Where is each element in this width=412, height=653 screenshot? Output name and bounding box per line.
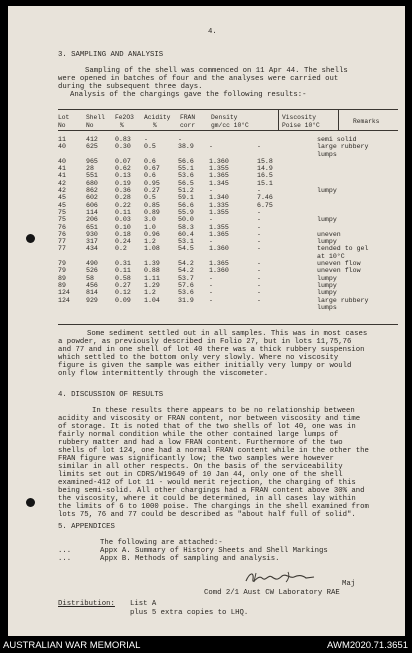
- table-cell: 15.8: [257, 157, 273, 165]
- table-cell: uneven flow: [317, 260, 361, 268]
- table-cell: 51.2: [178, 187, 194, 195]
- table-cell: [209, 151, 257, 158]
- table-row: [58, 136, 398, 143]
- table-cell: 1.0: [144, 223, 156, 231]
- table-cell: 0.13: [115, 172, 131, 180]
- table-row: [58, 216, 398, 223]
- table-cell: 1.2: [144, 238, 156, 246]
- table-cell: [257, 136, 317, 143]
- table-cell: 58.3: [178, 223, 194, 231]
- header-remarks: Remarks: [353, 118, 380, 125]
- table-cell: 0.11: [115, 208, 131, 216]
- table-cell: 6.75: [257, 201, 273, 209]
- paragraph-line: figure is given the sample was either initially very lumpy or would: [58, 362, 352, 370]
- table-cell: 7.46: [257, 194, 273, 202]
- header-acidity-sub: %: [153, 122, 157, 129]
- table-cell: [115, 304, 144, 311]
- table-cell: 53.6: [178, 172, 194, 180]
- paragraph-line: FRAN figure was significantly low; the two samples were however: [58, 455, 334, 463]
- table-cell: 0.24: [115, 238, 131, 246]
- table-cell: [86, 151, 115, 158]
- table-cell: 1.355: [209, 223, 229, 231]
- table-cell: 434: [86, 245, 98, 253]
- table-row: [58, 187, 398, 194]
- table-cell: [257, 304, 317, 311]
- table-cell: lumps: [317, 150, 337, 158]
- punch-hole: [26, 498, 35, 507]
- table-cell: [209, 136, 257, 143]
- table-row: [58, 297, 398, 304]
- table-cell: [209, 304, 257, 311]
- table-cell: -: [209, 274, 213, 282]
- table-cell: 0.11: [115, 267, 131, 275]
- table-cell: -: [209, 281, 213, 289]
- table-cell: 0.27: [144, 187, 160, 195]
- table-cell: 0.6: [144, 172, 156, 180]
- table-cell: [209, 253, 257, 260]
- table-cell: 206: [86, 216, 98, 224]
- table-cell: 0.58: [115, 274, 131, 282]
- table-row: [58, 304, 398, 311]
- table-bottom-rule: [58, 324, 398, 325]
- table-cell: 0.6: [144, 157, 156, 165]
- table-cell: [257, 253, 317, 260]
- table-cell: lumpy: [317, 216, 337, 224]
- table-cell: 551: [86, 172, 98, 180]
- table-cell: 0.09: [115, 296, 131, 304]
- table-cell: uneven flow: [317, 267, 361, 275]
- table-row: [58, 151, 398, 158]
- table-cell: [144, 151, 178, 158]
- table-row: [58, 224, 398, 231]
- table-cell: [58, 304, 86, 311]
- table-cell: 38.9: [178, 143, 194, 151]
- table-cell: 625: [86, 143, 98, 151]
- table-cell: [86, 253, 115, 260]
- table-cell: 77: [58, 245, 66, 253]
- table-cell: lumpy: [317, 289, 337, 297]
- table-cell: 50.0: [178, 216, 194, 224]
- table-row: [58, 165, 398, 172]
- table-cell: 124: [58, 289, 70, 297]
- section-3-heading: 3. SAMPLING AND ANALYSIS: [58, 51, 164, 59]
- table-cell: 862: [86, 187, 98, 195]
- table-cell: -: [209, 296, 213, 304]
- table-cell: 28: [86, 165, 94, 173]
- table-cell: 0.5: [144, 194, 156, 202]
- table-cell: 75: [58, 208, 66, 216]
- header-shell: Shell: [86, 114, 105, 121]
- table-cell: 1.335: [209, 201, 229, 209]
- table-cell: 3.0: [144, 216, 156, 224]
- table-cell: 1.2: [144, 289, 156, 297]
- table-cell: large rubbery: [317, 296, 369, 304]
- table-cell: [115, 253, 144, 260]
- table-cell: -: [209, 216, 213, 224]
- table-cell: 41: [58, 165, 66, 173]
- table-row: [58, 158, 398, 165]
- table-row: [58, 172, 398, 179]
- table-cell: 929: [86, 296, 98, 304]
- paragraph-line: limits set out in CDRS/W19649 of 10 Jan 44, only one of the shell: [58, 471, 343, 479]
- paragraph-line: of storage. It is noted that of the two shells of lot 40, one was in: [58, 423, 356, 431]
- table-cell: 602: [86, 194, 98, 202]
- archive-footer: [0, 636, 412, 653]
- table-cell: [317, 224, 398, 231]
- signatory-rank: Maj: [342, 580, 356, 588]
- table-cell: [58, 253, 86, 260]
- table-cell: 79: [58, 267, 66, 275]
- table-cell: 55.9: [178, 208, 194, 216]
- paragraph-line: during the subsequent three days.: [58, 83, 203, 91]
- table-cell: [317, 202, 398, 209]
- header-fran-sub: corr: [180, 122, 196, 129]
- table-cell: 15.1: [257, 179, 273, 187]
- table-cell: 490: [86, 260, 98, 268]
- table-cell: 1.345: [209, 179, 229, 187]
- table-cell: 11: [58, 136, 66, 143]
- table-cell: -: [257, 238, 261, 246]
- table-cell: large rubbery: [317, 143, 369, 151]
- paragraph-line: being semi-solid. All other chargings had a FRAN content above 30% and: [58, 487, 365, 495]
- table-cell: 76: [58, 230, 66, 238]
- paragraph-line: and 77 and in one shell of lot 40 there was a thick rubbery suspension: [58, 346, 365, 354]
- table-cell: 57.6: [178, 281, 194, 289]
- table-cell: 1.365: [209, 172, 229, 180]
- table-cell: 0.10: [115, 223, 131, 231]
- table-cell: 42: [58, 179, 66, 187]
- header-fe2o3: Fe2O3: [115, 114, 134, 121]
- table-cell: lumpy: [317, 274, 337, 282]
- header-lot-sub: No: [58, 122, 66, 129]
- table-cell: 0.19: [115, 179, 131, 187]
- table-cell: 1.29: [144, 281, 160, 289]
- punch-hole: [26, 234, 35, 243]
- table-cell: 606: [86, 201, 98, 209]
- distribution-label: Distribution:: [58, 600, 115, 608]
- table-cell: -: [257, 296, 261, 304]
- table-cell: 0.85: [144, 201, 160, 209]
- table-row: [58, 231, 398, 238]
- table-cell: 45: [58, 194, 66, 202]
- table-cell: 412: [86, 136, 98, 143]
- header-viscosity-sub: Poise 10°C: [282, 122, 320, 129]
- table-cell: 1.360: [209, 267, 229, 275]
- paragraph-line: a powder, as previously described in Folio 27, but in lots 11,75,76: [58, 338, 352, 346]
- paragraph-line: rubbery matter and had a low FRAN content. Furthermore of the two: [58, 439, 343, 447]
- header-fe2o3-sub: %: [120, 122, 124, 129]
- paragraph-line: the limits of 6 to 1000 poise. The chargings in the shell examined from: [58, 503, 369, 511]
- table-cell: 1.04: [144, 296, 160, 304]
- table-cell: 1.365: [209, 260, 229, 268]
- table-cell: 0.31: [115, 260, 131, 268]
- table-cell: -: [257, 187, 261, 195]
- paragraph-line: fairly normal condition while the other contained large lumps of: [58, 431, 339, 439]
- table-cell: 0.03: [115, 216, 131, 224]
- table-cell: 75: [58, 216, 66, 224]
- table-cell: 0.83: [115, 136, 131, 143]
- table-cell: 114: [86, 208, 98, 216]
- table-cell: at 10°C: [317, 252, 345, 260]
- signatory-unit: Comd 2/1 Aust CW Laboratory RAE: [204, 589, 340, 597]
- table-cell: 814: [86, 289, 98, 297]
- table-row: [58, 202, 398, 209]
- paragraph-line: Analysis of the chargings gave the following results:-: [70, 91, 307, 99]
- table-cell: [144, 304, 178, 311]
- table-cell: semi solid: [317, 136, 357, 143]
- table-cell: 456: [86, 281, 98, 289]
- table-cell: tended to gel: [317, 245, 369, 253]
- table-row: [58, 143, 398, 150]
- table-row: [58, 253, 398, 260]
- table-row: [58, 282, 398, 289]
- paragraph-line: were opened in batches of four and the analyses were carried out: [58, 75, 339, 83]
- table-cell: 56.6: [178, 201, 194, 209]
- paragraph-line: similar in all other respects. On the basis of the serviceability: [58, 463, 343, 471]
- table-cell: lumpy: [317, 187, 337, 195]
- table-cell: 89: [58, 281, 66, 289]
- table-cell: [86, 304, 115, 311]
- table-cell: 77: [58, 238, 66, 246]
- table-cell: [317, 172, 398, 179]
- table-cell: 40: [58, 143, 66, 151]
- table-cell: 317: [86, 238, 98, 246]
- table-cell: 79: [58, 260, 66, 268]
- table-cell: 0.62: [115, 165, 131, 173]
- table-cell: 0.12: [115, 289, 131, 297]
- table-row: [58, 260, 398, 267]
- table-cell: 40: [58, 157, 66, 165]
- appendix-item: Appx B. Methods of sampling and analysis.: [100, 555, 280, 563]
- table-cell: lumpy: [317, 281, 337, 289]
- paragraph-line: lots 75, 76 and 77 could be described as "about half full of solid".: [58, 511, 356, 519]
- table-cell: -: [257, 216, 261, 224]
- table-cell: [317, 158, 398, 165]
- table-row: [58, 180, 398, 187]
- table-cell: 56.5: [178, 179, 194, 187]
- table-cell: -: [257, 230, 261, 238]
- table-cell: 55.1: [178, 165, 194, 173]
- bullet: ...: [58, 547, 72, 555]
- table-cell: -: [209, 143, 213, 151]
- appendices-intro: The following are attached:-: [100, 539, 223, 547]
- table-cell: 0.5: [144, 143, 156, 151]
- header-shell-sub: No: [86, 122, 94, 129]
- table-cell: -: [257, 281, 261, 289]
- table-cell: 965: [86, 157, 98, 165]
- table-cell: 0.30: [115, 143, 131, 151]
- header-acidity: Acidity: [144, 114, 171, 121]
- table-cell: 651: [86, 223, 98, 231]
- table-cell: 1.355: [209, 165, 229, 173]
- column-divider: [338, 109, 339, 130]
- archive-reference: AWM2020.71.3651: [327, 640, 408, 651]
- table-cell: [58, 151, 86, 158]
- paragraph-line: Sampling of the shell was commenced on 11 Apr 44. The shells: [85, 67, 348, 75]
- table-cell: uneven: [317, 230, 341, 238]
- table-cell: 41: [58, 172, 66, 180]
- table-row: [58, 209, 398, 216]
- table-row: [58, 194, 398, 201]
- table-header-rule: [58, 130, 398, 131]
- paragraph-line: the viscosity, where it could be determined, in all cases lay within: [58, 495, 356, 503]
- table-cell: 0.22: [115, 201, 131, 209]
- table-row: [58, 245, 398, 252]
- table-cell: -: [257, 143, 261, 151]
- paragraph-line: In these results there appears to be no relationship between: [92, 407, 355, 415]
- table-cell: 0.18: [115, 230, 131, 238]
- table-cell: lumpy: [317, 238, 337, 246]
- table-cell: -: [257, 223, 261, 231]
- table-cell: 59.1: [178, 194, 194, 202]
- table-cell: 42: [58, 187, 66, 195]
- distribution-value: List A: [130, 600, 157, 608]
- table-cell: 54.2: [178, 260, 194, 268]
- table-cell: 124: [58, 296, 70, 304]
- table-cell: 0.96: [144, 230, 160, 238]
- table-row: [58, 267, 398, 274]
- paragraph-line: acidity and viscosity or FRAN content, nor between viscosity and time: [58, 415, 361, 423]
- table-cell: 1.355: [209, 208, 229, 216]
- section-5-heading: 5. APPENDICES: [58, 523, 115, 531]
- paragraph-line: Some sediment settled out in all samples. This was in most cases: [87, 330, 368, 338]
- table-cell: 1.11: [144, 274, 160, 282]
- header-lot: Lot: [58, 114, 70, 121]
- table-cell: [317, 165, 398, 172]
- distribution-extra: plus 5 extra copies to LHQ.: [130, 609, 249, 617]
- table-cell: [257, 151, 317, 158]
- table-cell: 53.7: [178, 274, 194, 282]
- table-cell: 1.365: [209, 230, 229, 238]
- table-cell: -: [257, 289, 261, 297]
- table-cell: 31.9: [178, 296, 194, 304]
- paragraph-line: which settled to the bottom only very slowly. Where no viscosity: [58, 354, 339, 362]
- table-cell: -: [257, 260, 261, 268]
- paragraph-line: shells of lot 124, one had a normal FRAN content while in the other the: [58, 447, 369, 455]
- table-cell: -: [144, 136, 148, 143]
- table-cell: -: [257, 245, 261, 253]
- section-4-heading: 4. DISCUSSION OF RESULTS: [58, 391, 164, 399]
- table-cell: 53.6: [178, 289, 194, 297]
- table-cell: 0.27: [115, 281, 131, 289]
- table-cell: [317, 194, 398, 201]
- table-cell: -: [178, 136, 182, 143]
- table-cell: 0.36: [115, 187, 131, 195]
- table-cell: 45: [58, 201, 66, 209]
- table-cell: 76: [58, 223, 66, 231]
- table-cell: 1.08: [144, 245, 160, 253]
- table-cell: [144, 253, 178, 260]
- table-cell: [178, 253, 209, 260]
- table-cell: [115, 151, 144, 158]
- table-cell: 526: [86, 267, 98, 275]
- table-cell: 1.360: [209, 157, 229, 165]
- table-cell: 1.340: [209, 194, 229, 202]
- charging-results-table: [58, 136, 398, 311]
- header-viscosity: Viscosity: [282, 114, 317, 121]
- table-cell: 1.360: [209, 245, 229, 253]
- paragraph-line: examined-412 of Lot 11 - would merit rejection, the charging of this: [58, 479, 356, 487]
- column-divider: [278, 109, 279, 130]
- table-cell: 58: [86, 274, 94, 282]
- table-cell: 0.89: [144, 208, 160, 216]
- table-cell: 0.95: [144, 179, 160, 187]
- header-density: Density: [211, 114, 238, 121]
- table-cell: 54.5: [178, 245, 194, 253]
- table-cell: 53.1: [178, 238, 194, 246]
- header-fran: FRAN: [180, 114, 196, 121]
- table-cell: 0.28: [115, 194, 131, 202]
- table-cell: 14.9: [257, 165, 273, 173]
- table-cell: [317, 209, 398, 216]
- table-cell: -: [257, 274, 261, 282]
- paragraph-line: only flow intermittently through the viscometer.: [58, 370, 269, 378]
- table-cell: 56.6: [178, 157, 194, 165]
- document-page: [8, 6, 405, 636]
- table-row: [58, 275, 398, 282]
- table-cell: 89: [58, 274, 66, 282]
- handwritten-signature: [244, 570, 316, 584]
- table-cell: 0.07: [115, 157, 131, 165]
- table-cell: 0.2: [115, 245, 127, 253]
- table-cell: lumps: [317, 303, 337, 311]
- table-row: [58, 289, 398, 296]
- table-cell: 0.88: [144, 267, 160, 275]
- table-top-rule: [58, 109, 398, 110]
- header-density-sub: gm/cc 10°C: [211, 122, 249, 129]
- bullet: ...: [58, 555, 72, 563]
- table-cell: -: [257, 208, 261, 216]
- table-cell: [178, 151, 209, 158]
- table-cell: -: [209, 187, 213, 195]
- table-cell: 930: [86, 230, 98, 238]
- archive-name: AUSTRALIAN WAR MEMORIAL: [3, 640, 141, 651]
- table-cell: 680: [86, 179, 98, 187]
- appendix-item: Appx A. Summary of History Sheets and Shell Markings: [100, 547, 328, 555]
- table-row: [58, 238, 398, 245]
- table-cell: -: [209, 289, 213, 297]
- page-number: 4.: [208, 28, 217, 36]
- table-cell: 16.5: [257, 172, 273, 180]
- table-cell: -: [257, 267, 261, 275]
- table-cell: 0.67: [144, 165, 160, 173]
- table-cell: 60.4: [178, 230, 194, 238]
- table-cell: -: [209, 238, 213, 246]
- table-cell: 54.2: [178, 267, 194, 275]
- table-cell: 1.39: [144, 260, 160, 268]
- table-cell: [178, 304, 209, 311]
- table-cell: [317, 180, 398, 187]
